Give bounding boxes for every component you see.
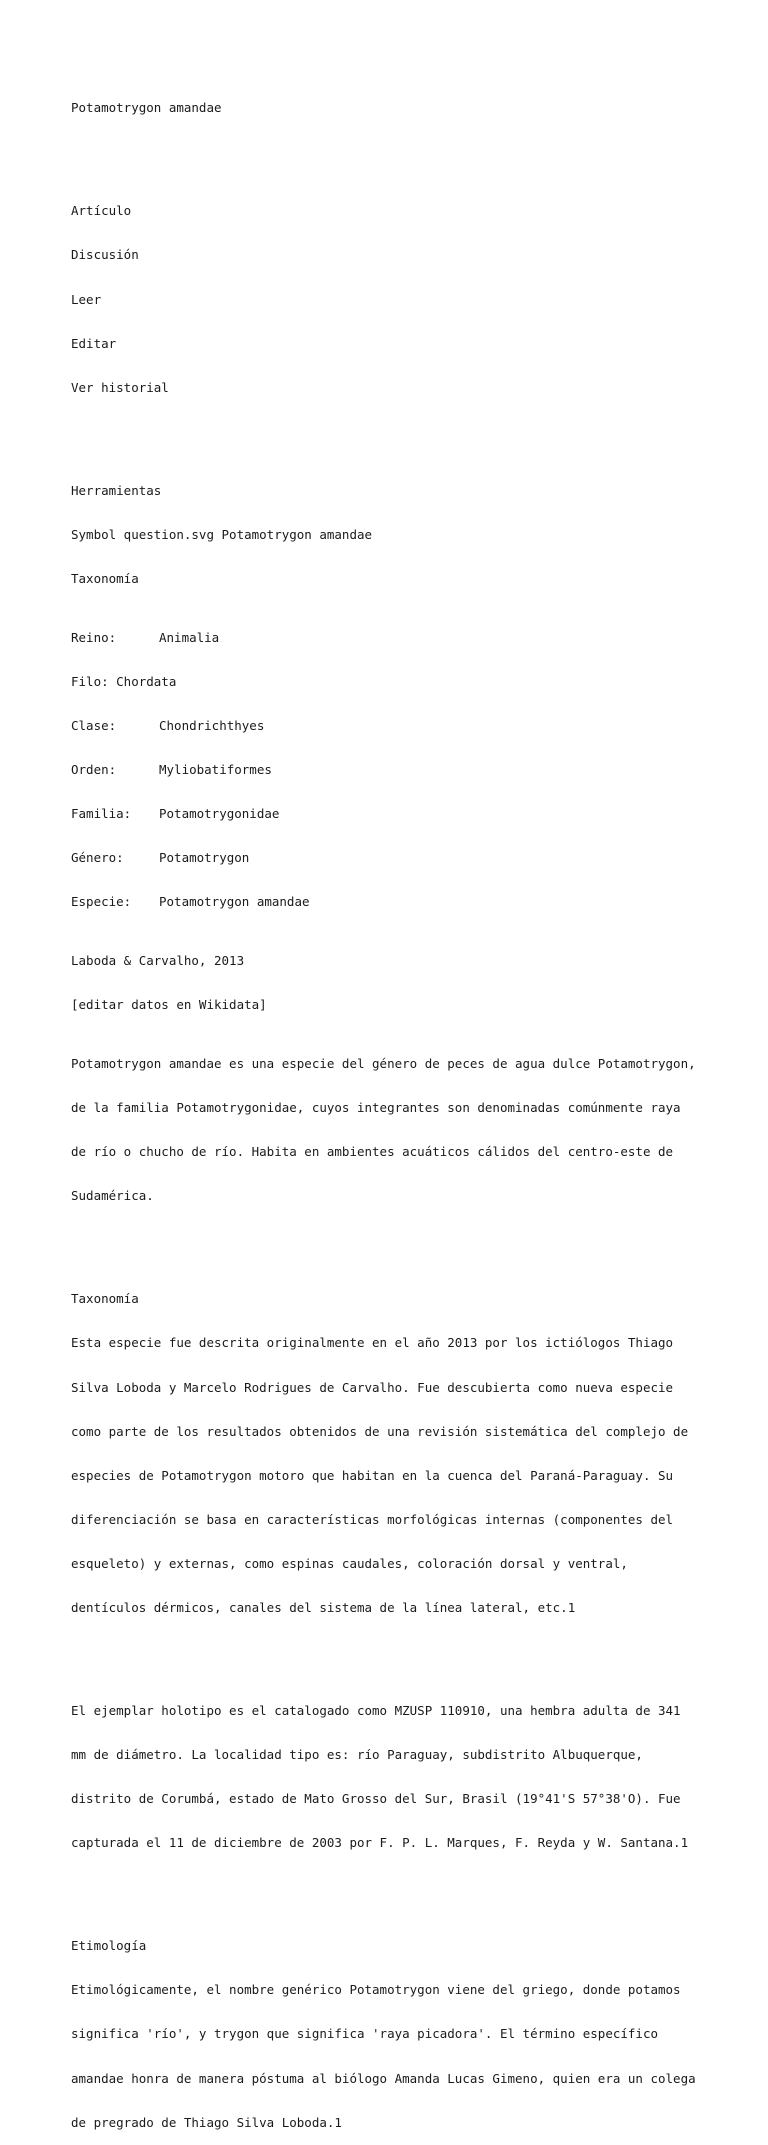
infobox-row-especie [71,895,731,910]
tab-discusion[interactable]: Discusión [71,247,139,263]
paragraph-line: significa 'río', y trygon que significa 'raya picadora'. El término específico [71,2026,658,2042]
infobox-taxonomy-label: Taxonomía [71,570,139,586]
paragraph-line: Silva Loboda y Marcelo Rodrigues de Carvalho. Fue descubierta como nueva especie [71,1379,674,1395]
infobox-row-clase [71,719,731,734]
tab-leer[interactable]: Leer [71,291,102,307]
infobox-value[interactable]: Potamotrygon [159,850,250,866]
section-heading-taxonomia: Taxonomía [71,1291,139,1307]
infobox-row-filo [71,675,731,690]
paragraph-line: Etimológicamente, el nombre genérico Potamotrygon viene del griego, donde potamos [71,1982,681,1998]
paragraph-line: distrito de Corumbá, estado de Mato Grosso del Sur, Brasil (19°41'S 57°38'O). Fue [71,1791,681,1807]
intro-line: de río o chucho de río. Habita en ambientes acuáticos cálidos del centro-este de [71,1144,674,1160]
infobox-key: Reino: [71,629,117,645]
infobox-value[interactable]: Chondrichthyes [159,717,265,733]
infobox-authority[interactable]: Laboda & Carvalho, 2013 [71,953,245,969]
wikidata-edit-link[interactable]: [editar datos en Wikidata] [71,997,267,1013]
infobox-row-genero [71,851,731,866]
intro-line: Potamotrygon amandae es una especie del género de peces de agua dulce Potamotrygon, [71,1056,696,1072]
infobox-key: Clase: [71,717,117,733]
tools-menu[interactable]: Herramientas [71,482,162,498]
paragraph-line: dentículos dérmicos, canales del sistema de la línea lateral, etc.1 [71,1600,576,1616]
infobox-heading: Symbol question.svg Potamotrygon amandae [71,526,373,542]
paragraph-line: especies de Potamotrygon motoro que habitan en la cuenca del Paraná-Paraguay. Su [71,1467,674,1483]
infobox-key: Familia: [71,806,132,822]
paragraph-line: de pregrado de Thiago Silva Loboda.1 [71,2114,342,2130]
spacer [71,1880,731,1895]
tab-ver-historial[interactable]: Ver historial [71,379,169,395]
spacer [71,425,731,440]
infobox-value[interactable]: Potamotrygonidae [159,806,280,822]
intro-line: Sudamérica. [71,1188,154,1204]
infobox-key: Orden: [71,762,117,778]
infobox-key: Especie: [71,894,132,910]
tab-editar[interactable]: Editar [71,335,117,351]
infobox-value[interactable]: Myliobatiformes [159,762,272,778]
spacer [71,146,731,161]
infobox-row-familia [71,807,731,822]
infobox-row-orden [71,763,731,778]
page-title: Potamotrygon amandae [71,100,222,116]
paragraph-line: El ejemplar holotipo es el catalogado como MZUSP 110910, una hembra adulta de 341 [71,1702,681,1718]
spacer [71,1645,731,1660]
paragraph-line: Esta especie fue descrita originalmente en el año 2013 por los ictiólogos Thiago [71,1335,674,1351]
infobox-value: Potamotrygon amandae [159,894,310,910]
section-heading-etimologia: Etimología [71,1938,147,1954]
paragraph-line: como parte de los resultados obtenidos de una revisión sistemática del complejo de [71,1423,689,1439]
paragraph-line: esqueleto) y externas, como espinas caudales, coloración dorsal y ventral, [71,1555,628,1571]
paragraph-line: amandae honra de manera póstuma al biólogo Amanda Lucas Gimeno, quien era un colega [71,2070,696,2086]
paragraph-line: mm de diámetro. La localidad tipo es: río Paraguay, subdistrito Albuquerque, [71,1747,643,1763]
tab-articulo[interactable]: Artículo [71,203,132,219]
infobox-key: Género: [71,850,124,866]
infobox-value[interactable]: Animalia [159,629,220,645]
spacer [71,1234,731,1249]
paragraph-line: diferenciación se basa en características morfológicas internas (componentes del [71,1511,674,1527]
infobox-row-reino [71,631,731,646]
paragraph-line: capturada el 11 de diciembre de 2003 por F. P. L. Marques, F. Reyda y W. Santana.1 [71,1835,689,1851]
article-page [71,72,731,2145]
infobox-key: Filo: Chordata [71,673,177,689]
intro-line: de la familia Potamotrygonidae, cuyos integrantes son denominadas comúnmente raya [71,1100,681,1116]
